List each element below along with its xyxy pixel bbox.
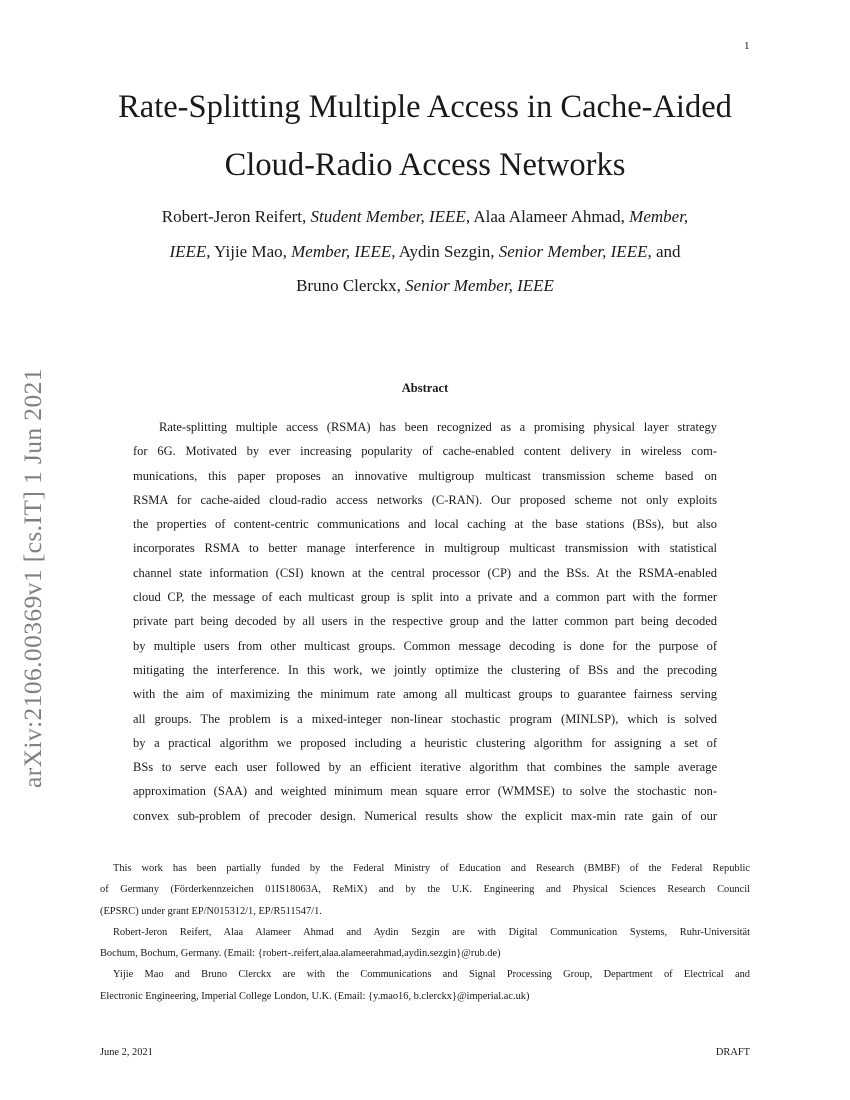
abstract-line: approximation (SAA) and weighted minimum mean square error (WMMSE) to solve the stochastic non- xyxy=(133,784,717,799)
abstract-line: for 6G. Motivated by ever increasing popularity of cache-enabled content delivery in wireless com- xyxy=(133,444,717,459)
author-membership: Member, IEEE xyxy=(291,241,392,261)
abstract-line: mitigating the interference. In this work, we jointly optimize the clustering of BSs and the precoding xyxy=(133,662,717,677)
author-segment: , and xyxy=(647,241,681,261)
footnote-funding-line: This work has been partially funded by the Federal Ministry of Education and Research (BMBF) of the Federal Republic xyxy=(113,863,750,874)
author-segment: , Alaa Alameer Ahmad, xyxy=(465,207,630,226)
footnotes xyxy=(100,858,750,1007)
abstract-line: Rate-splitting multiple access (RSMA) has been recognized as a promising physical layer strategy xyxy=(159,420,717,434)
footnote-affiliation-line: Yijie Mao and Bruno Clerckx are with the Communications and Signal Processing Group, Department of Electrical and xyxy=(113,969,750,981)
abstract-line: cloud CP, the message of each multicast group is split into a private and a common part with the former xyxy=(133,590,717,605)
abstract-line: by multiple users from other multicast groups. Common message decoding is done for the purpose of xyxy=(133,638,717,653)
abstract-line: munications, this paper proposes an innovative multigroup multicast transmission scheme based on xyxy=(133,468,717,483)
abstract-line: convex sub-problem of precoder design. Numerical results show the explicit max-min rate gain of our xyxy=(133,808,717,823)
author-membership: Senior Member, IEEE xyxy=(405,276,554,296)
author-block xyxy=(95,200,755,304)
footnote-funding-line: (EPSRC) under grant EP/N015312/1, EP/R511547/1. xyxy=(100,905,322,917)
author-segment: , Yijie Mao, xyxy=(206,241,292,261)
page-number: 1 xyxy=(744,40,750,52)
author-membership: Senior Member, IEEE xyxy=(498,241,648,261)
paper-title xyxy=(80,78,770,194)
footnote-affiliation-line: Bochum, Bochum, Germany. (Email: {robert-.reifert,alaa.alameerahmad,aydin.sezgin}@rub.de) xyxy=(100,948,501,960)
footnote-affiliation-line: Electronic Engineering, Imperial College London, U.K. (Email: {y.mao16, b.clerckx}@imperial.ac.uk) xyxy=(100,990,530,1002)
abstract-line: RSMA for cache-aided cloud-radio access networks (C-RAN). Our proposed scheme not only exploits xyxy=(133,492,717,507)
author-membership: IEEE xyxy=(169,241,207,261)
footer-date: June 2, 2021 xyxy=(100,1047,153,1058)
author-segment: Bruno Clerckx, xyxy=(296,276,406,296)
abstract-line: channel state information (CSI) known at the central processor (CP) and the BSs. At the RSMA-enabled xyxy=(133,565,717,580)
abstract-line: BSs to serve each user followed by an efficient iterative algorithm that combines the sample average xyxy=(133,760,717,775)
abstract-body xyxy=(133,415,717,828)
title-line-1: Rate-Splitting Multiple Access in Cache-Aided xyxy=(118,89,732,125)
author-segment: , Aydin Sezgin, xyxy=(391,241,499,261)
abstract-line: the properties of content-centric communications and local caching at the base stations (BSs), but also xyxy=(133,517,717,532)
abstract-heading: Abstract xyxy=(401,381,449,395)
title-line-2: Cloud-Radio Access Networks xyxy=(224,147,626,183)
footer-draft-label: DRAFT xyxy=(715,1047,750,1058)
abstract-line: by a practical algorithm we proposed including a heuristic clustering algorithm for assigning a set of xyxy=(133,735,717,750)
footnote-affiliation-line: Robert-Jeron Reifert, Alaa Alameer Ahmad and Aydin Sezgin are with Digital Communication Systems, Ruhr-Universität xyxy=(113,926,750,938)
abstract-line: private part being decoded by all users in the respective group and the latter common part being decoded xyxy=(133,614,717,629)
author-membership: Student Member, IEEE xyxy=(310,207,466,226)
author-line-1 xyxy=(95,200,755,235)
author-line-2 xyxy=(95,235,755,270)
abstract-line: with the aim of maximizing the minimum rate among all multicast groups to guarantee fairness serving xyxy=(133,687,717,702)
author-segment: Robert-Jeron Reifert, xyxy=(161,207,311,226)
arxiv-identifier: arXiv:2106.00369v1 [cs.IT] 1 Jun 2021 xyxy=(18,368,47,788)
footnote-funding-line: of Germany (Förderkennzeichen 01IS18063A, ReMiX) and by the U.K. Engineering and Physical Sciences Research Council xyxy=(100,884,750,896)
author-line-3 xyxy=(95,269,755,304)
abstract-line: all groups. The problem is a mixed-integer non-linear stochastic program (MINLSP), which is solved xyxy=(133,711,717,726)
abstract-line: incorporates RSMA to better manage interference in multigroup multicast transmission with statistical xyxy=(133,541,717,556)
author-membership: Member, xyxy=(629,207,689,226)
